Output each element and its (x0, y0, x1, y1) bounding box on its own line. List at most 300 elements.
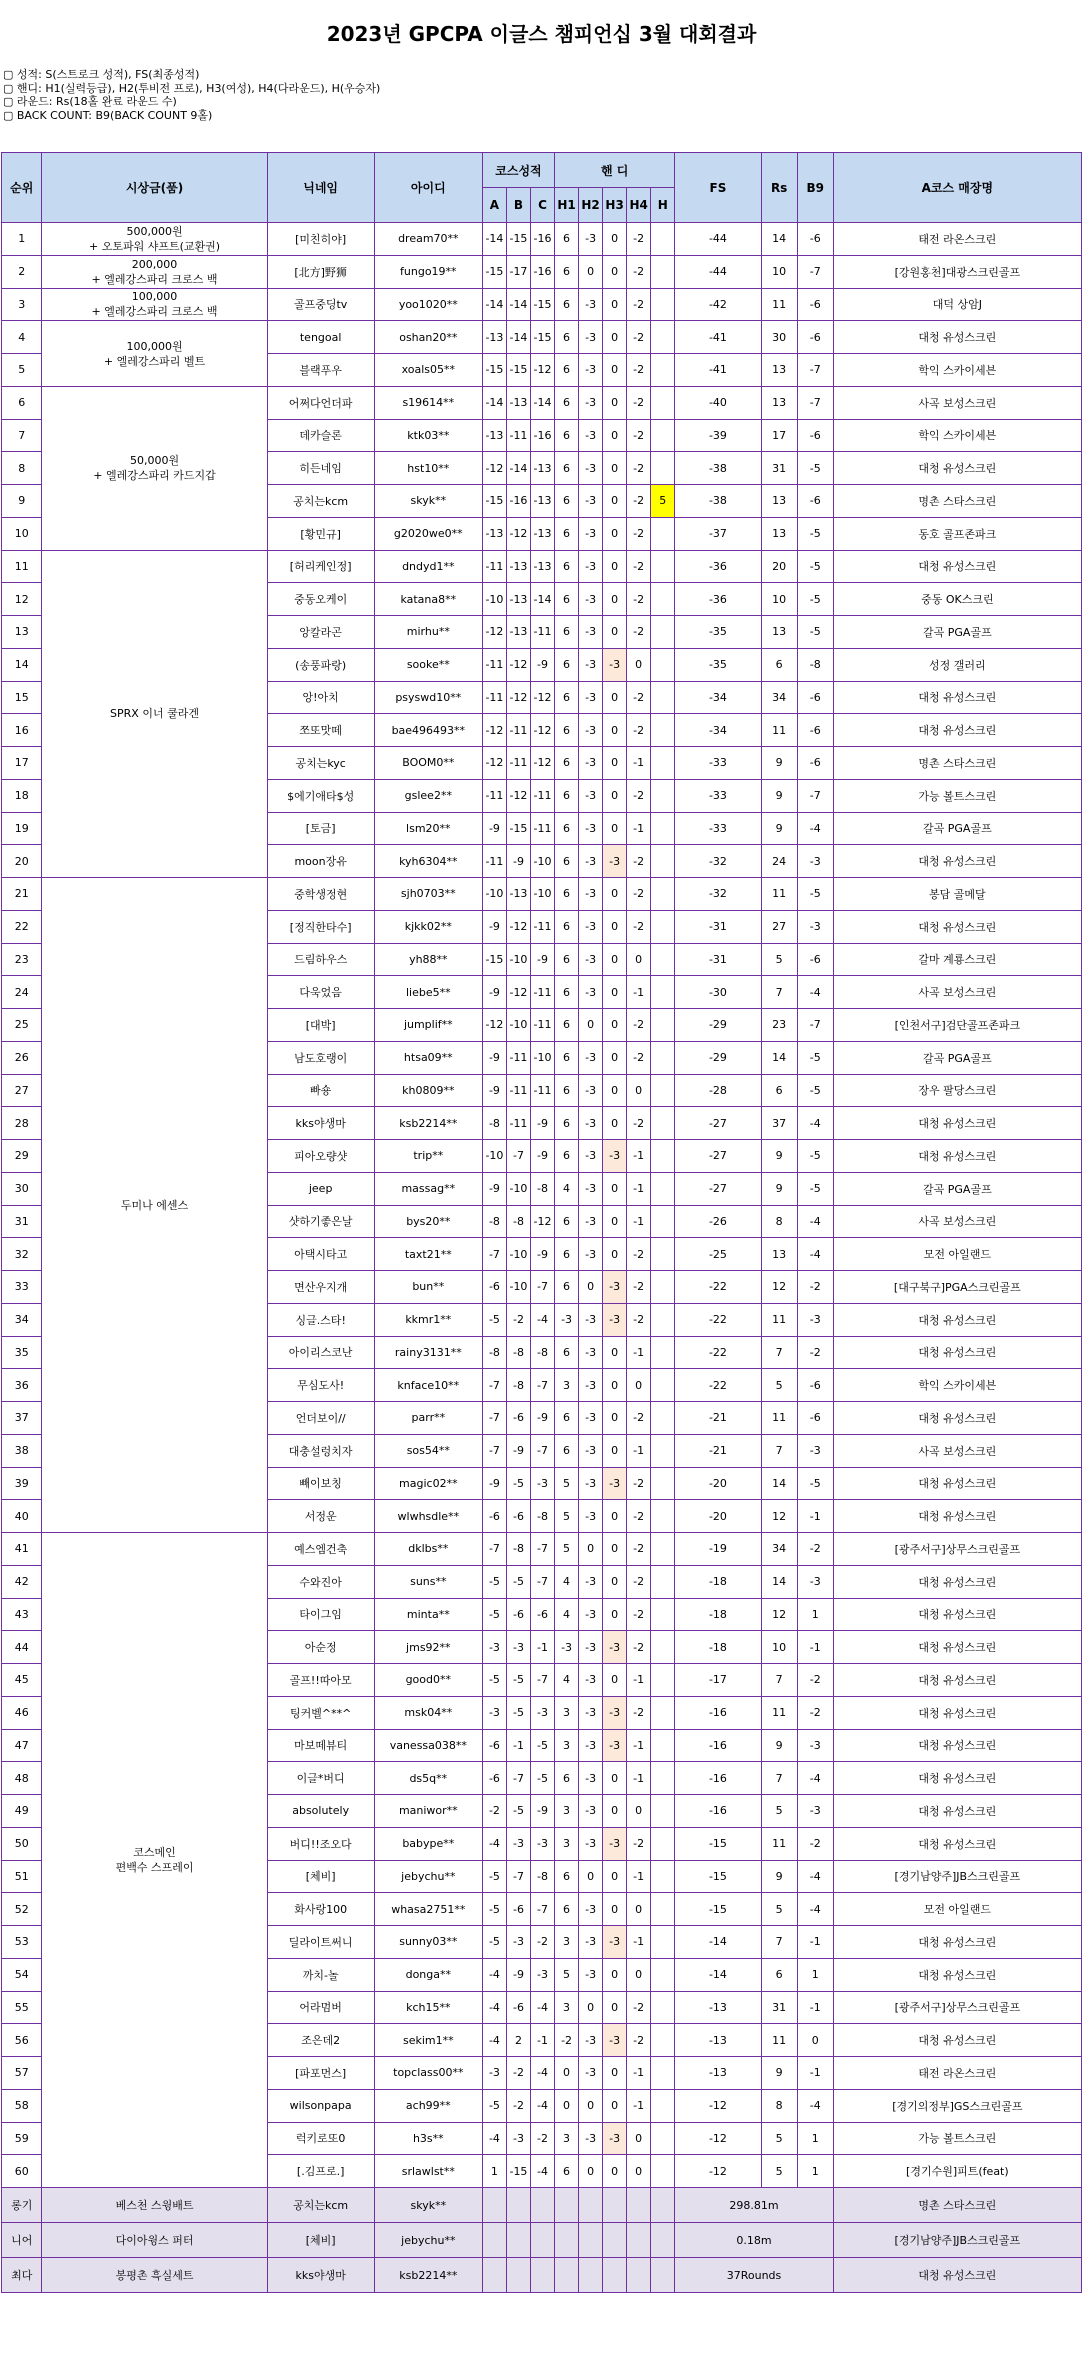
rank-cell: 18 (2, 779, 42, 812)
b9-cell: -1 (797, 1631, 833, 1664)
h4-cell: -2 (627, 1303, 651, 1336)
store-cell: 대청 유성스크린 (833, 1107, 1081, 1140)
h2-cell: -3 (579, 1696, 603, 1729)
h2-cell: -3 (579, 1402, 603, 1435)
store-cell: 대청 유성스크린 (833, 1598, 1081, 1631)
award-empty-cell (482, 2223, 506, 2258)
rank-cell: 1 (2, 223, 42, 256)
h-cell: 5 (651, 485, 675, 518)
a-cell: -10 (482, 878, 506, 911)
h2-cell: -3 (579, 910, 603, 943)
award-empty-cell (651, 2223, 675, 2258)
h2-cell: -3 (579, 1565, 603, 1598)
h4-cell: -2 (627, 1598, 651, 1631)
rs-cell: 6 (761, 1958, 797, 1991)
h1-cell: 5 (555, 1500, 579, 1533)
nickname-cell: 다욱었음 (267, 976, 374, 1009)
a-cell: -9 (482, 1467, 506, 1500)
h4-cell: -2 (627, 1467, 651, 1500)
rank-cell: 35 (2, 1336, 42, 1369)
award-empty-cell (627, 2258, 651, 2293)
store-cell: 대덕 상암J (833, 288, 1081, 321)
prize-cell (42, 878, 267, 1533)
a-cell: -13 (482, 321, 506, 354)
rank-cell: 43 (2, 1598, 42, 1631)
c-cell: -11 (530, 779, 554, 812)
c-cell: -11 (530, 812, 554, 845)
a-cell: -6 (482, 1271, 506, 1304)
fs-cell: -16 (675, 1696, 761, 1729)
h-cell (651, 1009, 675, 1042)
h-cell (651, 550, 675, 583)
rs-cell: 13 (761, 517, 797, 550)
h2-cell: -3 (579, 1631, 603, 1664)
store-cell: 중동 OK스크린 (833, 583, 1081, 616)
a-cell: -4 (482, 2122, 506, 2155)
h-cell (651, 1762, 675, 1795)
header-h2: H2 (579, 188, 603, 223)
fs-cell: -37 (675, 517, 761, 550)
h2-cell: -3 (579, 1041, 603, 1074)
table-row (2, 386, 1082, 419)
store-cell: 대청 유성스크린 (833, 1958, 1081, 1991)
store-cell: 대청 유성스크린 (833, 1500, 1081, 1533)
h4-cell: -2 (627, 255, 651, 288)
b-cell: -15 (506, 354, 530, 387)
rs-cell: 7 (761, 1434, 797, 1467)
b-cell: -10 (506, 1238, 530, 1271)
a-cell: -9 (482, 812, 506, 845)
a-cell: -3 (482, 1696, 506, 1729)
rank-cell: 29 (2, 1140, 42, 1173)
rs-cell: 9 (761, 812, 797, 845)
b-cell: -6 (506, 1500, 530, 1533)
nickname-cell: 아순정 (267, 1631, 374, 1664)
h3-cell: 0 (603, 681, 627, 714)
header-h3: H3 (603, 188, 627, 223)
b-cell: -10 (506, 1271, 530, 1304)
store-cell: 대청 유성스크린 (833, 1631, 1081, 1664)
id-cell: vanessa038** (374, 1729, 482, 1762)
h4-cell: -2 (627, 452, 651, 485)
a-cell: -4 (482, 1958, 506, 1991)
h4-cell: -2 (627, 2024, 651, 2057)
id-cell: bys20** (374, 1205, 482, 1238)
a-cell: -12 (482, 452, 506, 485)
prize-cell (42, 386, 267, 550)
fs-cell: -21 (675, 1402, 761, 1435)
h1-cell: 6 (555, 943, 579, 976)
c-cell: -7 (530, 1565, 554, 1598)
h2-cell: 0 (579, 1991, 603, 2024)
store-cell: 사곡 보성스크린 (833, 976, 1081, 1009)
h3-cell: 0 (603, 1336, 627, 1369)
rs-cell: 7 (761, 1926, 797, 1959)
id-cell: oshan20** (374, 321, 482, 354)
nickname-cell: 무심도사! (267, 1369, 374, 1402)
h2-cell: -3 (579, 1729, 603, 1762)
h3-cell: 0 (603, 321, 627, 354)
nickname-cell: 조은데2 (267, 2024, 374, 2057)
award-id-cell: ksb2214** (374, 2258, 482, 2293)
id-cell: sunny03** (374, 1926, 482, 1959)
id-cell: g2020we0** (374, 517, 482, 550)
a-cell: -8 (482, 1336, 506, 1369)
h4-cell: -1 (627, 1336, 651, 1369)
award-row (2, 2223, 1082, 2258)
b-cell: -9 (506, 845, 530, 878)
h-cell (651, 1696, 675, 1729)
b-cell: -5 (506, 1696, 530, 1729)
rank-cell: 37 (2, 1402, 42, 1435)
h1-cell: 6 (555, 681, 579, 714)
h2-cell: -3 (579, 386, 603, 419)
header-h: H (651, 188, 675, 223)
rs-cell: 9 (761, 1860, 797, 1893)
prize-cell (42, 1533, 267, 2188)
id-cell: lsm20** (374, 812, 482, 845)
c-cell: -13 (530, 550, 554, 583)
nickname-cell: 중동오케이 (267, 583, 374, 616)
b9-cell: -5 (797, 1172, 833, 1205)
c-cell: -13 (530, 517, 554, 550)
id-cell: kyh6304** (374, 845, 482, 878)
award-row (2, 2258, 1082, 2293)
header-b: B (506, 188, 530, 223)
h2-cell: -3 (579, 1074, 603, 1107)
h2-cell: -3 (579, 1238, 603, 1271)
fs-cell: -38 (675, 452, 761, 485)
award-prize-cell: 베스천 스윙배트 (42, 2188, 267, 2223)
nickname-cell: 빼이보칭 (267, 1467, 374, 1500)
c-cell: -9 (530, 943, 554, 976)
h-cell (651, 1500, 675, 1533)
h1-cell: 6 (555, 1860, 579, 1893)
b-cell: -10 (506, 1172, 530, 1205)
fs-cell: -22 (675, 1271, 761, 1304)
h3-cell: 0 (603, 550, 627, 583)
h2-cell: 0 (579, 1271, 603, 1304)
id-cell: jebychu** (374, 1860, 482, 1893)
store-cell: [광주서구]상무스크린골프 (833, 1533, 1081, 1566)
h1-cell: 4 (555, 1664, 579, 1697)
b9-cell: -4 (797, 1860, 833, 1893)
store-cell: 학익 스카이세븐 (833, 419, 1081, 452)
store-cell: [경기수원]피트(feat) (833, 2155, 1081, 2188)
h3-cell: 0 (603, 1107, 627, 1140)
prize-line: 100,000 (131, 290, 178, 304)
c-cell: -3 (530, 1696, 554, 1729)
table-row (2, 878, 1082, 911)
h-cell (651, 1434, 675, 1467)
h1-cell: 4 (555, 1565, 579, 1598)
award-empty-cell (506, 2223, 530, 2258)
store-cell: 사곡 보성스크린 (833, 386, 1081, 419)
h1-cell: -3 (555, 1303, 579, 1336)
h4-cell: -1 (627, 1205, 651, 1238)
h3-cell: 0 (603, 1238, 627, 1271)
h3-cell: 0 (603, 2057, 627, 2090)
h3-cell: 0 (603, 812, 627, 845)
fs-cell: -44 (675, 255, 761, 288)
rank-cell: 59 (2, 2122, 42, 2155)
note-handi: ▢ 핸디: H1(실력등급), H2(투비전 프로), H3(여성), H4(다라운드), H(우승자) (3, 81, 381, 95)
header-fs: FS (675, 153, 761, 223)
h4-cell: -2 (627, 1500, 651, 1533)
b9-cell: -7 (797, 779, 833, 812)
h-cell (651, 747, 675, 780)
rank-cell: 10 (2, 517, 42, 550)
rs-cell: 11 (761, 1402, 797, 1435)
prize-line: + 엘레강스파리 벨트 (103, 354, 206, 368)
h4-cell: -1 (627, 1729, 651, 1762)
fs-cell: -20 (675, 1467, 761, 1500)
store-cell: 대청 유성스크린 (833, 1827, 1081, 1860)
store-cell: 대청 유성스크린 (833, 1762, 1081, 1795)
h2-cell: -3 (579, 812, 603, 845)
b-cell: -9 (506, 1434, 530, 1467)
h2-cell: -3 (579, 288, 603, 321)
fs-cell: -31 (675, 910, 761, 943)
store-cell: 갈곡 PGA골프 (833, 1172, 1081, 1205)
c-cell: -11 (530, 1074, 554, 1107)
b9-cell: -5 (797, 616, 833, 649)
award-label-cell: 롱기 (2, 2188, 42, 2223)
c-cell: -2 (530, 1926, 554, 1959)
store-cell: 대청 유성스크린 (833, 1696, 1081, 1729)
h2-cell: -3 (579, 2122, 603, 2155)
fs-cell: -28 (675, 1074, 761, 1107)
h3-cell: 0 (603, 1205, 627, 1238)
c-cell: -14 (530, 583, 554, 616)
h4-cell: -2 (627, 779, 651, 812)
b-cell: -9 (506, 1958, 530, 1991)
id-cell: skyk** (374, 485, 482, 518)
c-cell: -13 (530, 452, 554, 485)
fs-cell: -30 (675, 976, 761, 1009)
store-cell: 대청 유성스크린 (833, 2024, 1081, 2057)
b-cell: -3 (506, 1827, 530, 1860)
h3-cell: 0 (603, 714, 627, 747)
a-cell: -11 (482, 845, 506, 878)
h1-cell: 6 (555, 354, 579, 387)
h2-cell: -3 (579, 714, 603, 747)
c-cell: -8 (530, 1336, 554, 1369)
h-cell (651, 812, 675, 845)
b-cell: -14 (506, 452, 530, 485)
h3-cell: -3 (603, 2122, 627, 2155)
id-cell: sekim1** (374, 2024, 482, 2057)
rs-cell: 13 (761, 1238, 797, 1271)
h3-cell: -3 (603, 1926, 627, 1959)
b-cell: -5 (506, 1467, 530, 1500)
b9-cell: -4 (797, 976, 833, 1009)
b-cell: -6 (506, 1893, 530, 1926)
h3-cell: -3 (603, 1729, 627, 1762)
h2-cell: -3 (579, 747, 603, 780)
nickname-cell: 히든네임 (267, 452, 374, 485)
c-cell: -11 (530, 1009, 554, 1042)
h3-cell: -3 (603, 1140, 627, 1173)
c-cell: -9 (530, 1795, 554, 1828)
h2-cell: -3 (579, 1598, 603, 1631)
h4-cell: 0 (627, 1074, 651, 1107)
id-cell: fungo19** (374, 255, 482, 288)
header-h1: H1 (555, 188, 579, 223)
fs-cell: -16 (675, 1729, 761, 1762)
h-cell (651, 1729, 675, 1762)
h3-cell: 0 (603, 779, 627, 812)
b-cell: -7 (506, 1762, 530, 1795)
table-row (2, 321, 1082, 354)
h3-cell: 0 (603, 1565, 627, 1598)
b9-cell: -2 (797, 1664, 833, 1697)
c-cell: -3 (530, 1467, 554, 1500)
id-cell: ds5q** (374, 1762, 482, 1795)
rs-cell: 5 (761, 2122, 797, 2155)
award-nickname-cell: [체비] (267, 2223, 374, 2258)
h1-cell: 6 (555, 550, 579, 583)
award-empty-cell (603, 2258, 627, 2293)
rank-cell: 45 (2, 1664, 42, 1697)
id-cell: yh88** (374, 943, 482, 976)
fs-cell: -29 (675, 1041, 761, 1074)
id-cell: dndyd1** (374, 550, 482, 583)
rank-cell: 33 (2, 1271, 42, 1304)
nickname-cell: 남도호랭이 (267, 1041, 374, 1074)
h-cell (651, 845, 675, 878)
prize-cell (42, 223, 267, 256)
nickname-cell: 앙!아치 (267, 681, 374, 714)
h4-cell: -2 (627, 419, 651, 452)
b9-cell: -7 (797, 1009, 833, 1042)
h4-cell: -1 (627, 1926, 651, 1959)
b9-cell: -6 (797, 747, 833, 780)
h2-cell: -3 (579, 943, 603, 976)
nickname-cell: 딜라이트써니 (267, 1926, 374, 1959)
b9-cell: -4 (797, 1762, 833, 1795)
fs-cell: -14 (675, 1926, 761, 1959)
fs-cell: -41 (675, 321, 761, 354)
rs-cell: 11 (761, 1827, 797, 1860)
h1-cell: 4 (555, 1172, 579, 1205)
b-cell: -15 (506, 812, 530, 845)
h3-cell: 0 (603, 1041, 627, 1074)
store-cell: 대청 유성스크린 (833, 1926, 1081, 1959)
a-cell: -12 (482, 714, 506, 747)
prize-cell (42, 255, 267, 288)
id-cell: bae496493** (374, 714, 482, 747)
h3-cell: 0 (603, 1991, 627, 2024)
b9-cell: -3 (797, 1729, 833, 1762)
fs-cell: -15 (675, 1893, 761, 1926)
nickname-cell: 예스엠건축 (267, 1533, 374, 1566)
h-cell (651, 517, 675, 550)
h4-cell: 0 (627, 1893, 651, 1926)
id-cell: katana8** (374, 583, 482, 616)
h4-cell: -2 (627, 714, 651, 747)
store-cell: 갈곡 PGA골프 (833, 616, 1081, 649)
c-cell: -8 (530, 1172, 554, 1205)
h1-cell: 6 (555, 517, 579, 550)
h2-cell: -3 (579, 779, 603, 812)
rank-cell: 58 (2, 2089, 42, 2122)
h4-cell: -2 (627, 583, 651, 616)
b-cell: -10 (506, 943, 530, 976)
award-prize-cell: 봉평촌 흑실세트 (42, 2258, 267, 2293)
h-cell (651, 288, 675, 321)
h-cell (651, 1795, 675, 1828)
rs-cell: 27 (761, 910, 797, 943)
h3-cell: 0 (603, 747, 627, 780)
a-cell: -8 (482, 1205, 506, 1238)
store-cell: 대청 유성스크린 (833, 321, 1081, 354)
h-cell (651, 878, 675, 911)
h3-cell: 0 (603, 223, 627, 256)
a-cell: -9 (482, 1074, 506, 1107)
h-cell (651, 910, 675, 943)
nickname-cell: 대충설렁치자 (267, 1434, 374, 1467)
h-cell (651, 779, 675, 812)
a-cell: -15 (482, 255, 506, 288)
h3-cell: 0 (603, 485, 627, 518)
nickname-cell: 드림하우스 (267, 943, 374, 976)
h-cell (651, 2122, 675, 2155)
a-cell: -6 (482, 1500, 506, 1533)
h4-cell: -2 (627, 1991, 651, 2024)
b-cell: -10 (506, 1009, 530, 1042)
award-empty-cell (530, 2258, 554, 2293)
b-cell: -11 (506, 1074, 530, 1107)
h-cell (651, 1369, 675, 1402)
h-cell (651, 1631, 675, 1664)
h2-cell: -3 (579, 1434, 603, 1467)
h1-cell: 5 (555, 1533, 579, 1566)
h1-cell: 3 (555, 1369, 579, 1402)
results-body (2, 223, 1082, 2293)
h2-cell: -3 (579, 517, 603, 550)
nickname-cell: 까치-놀 (267, 1958, 374, 1991)
nickname-cell: 어쩌다언더파 (267, 386, 374, 419)
b-cell: -1 (506, 1729, 530, 1762)
store-cell: 사곡 보성스크린 (833, 1205, 1081, 1238)
award-empty-cell (579, 2223, 603, 2258)
h-cell (651, 223, 675, 256)
store-cell: 모전 아일랜드 (833, 1893, 1081, 1926)
prize-cell (42, 321, 267, 387)
h4-cell: -1 (627, 1762, 651, 1795)
award-empty-cell (555, 2188, 579, 2223)
h4-cell: 0 (627, 1958, 651, 1991)
rank-cell: 5 (2, 354, 42, 387)
nickname-cell: 서정운 (267, 1500, 374, 1533)
c-cell: -4 (530, 2155, 554, 2188)
nickname-cell: 빠숑 (267, 1074, 374, 1107)
b-cell: -13 (506, 583, 530, 616)
store-cell: 대청 유성스크린 (833, 1402, 1081, 1435)
h3-cell: 0 (603, 616, 627, 649)
h1-cell: 5 (555, 1467, 579, 1500)
award-empty-cell (530, 2223, 554, 2258)
nickname-cell: [.김프로.] (267, 2155, 374, 2188)
store-cell: 학익 스카이세븐 (833, 1369, 1081, 1402)
b-cell: -12 (506, 517, 530, 550)
b-cell: -12 (506, 779, 530, 812)
h1-cell: 6 (555, 321, 579, 354)
rs-cell: 8 (761, 1205, 797, 1238)
store-cell: [광주서구]상무스크린골프 (833, 1991, 1081, 2024)
b-cell: -11 (506, 1041, 530, 1074)
